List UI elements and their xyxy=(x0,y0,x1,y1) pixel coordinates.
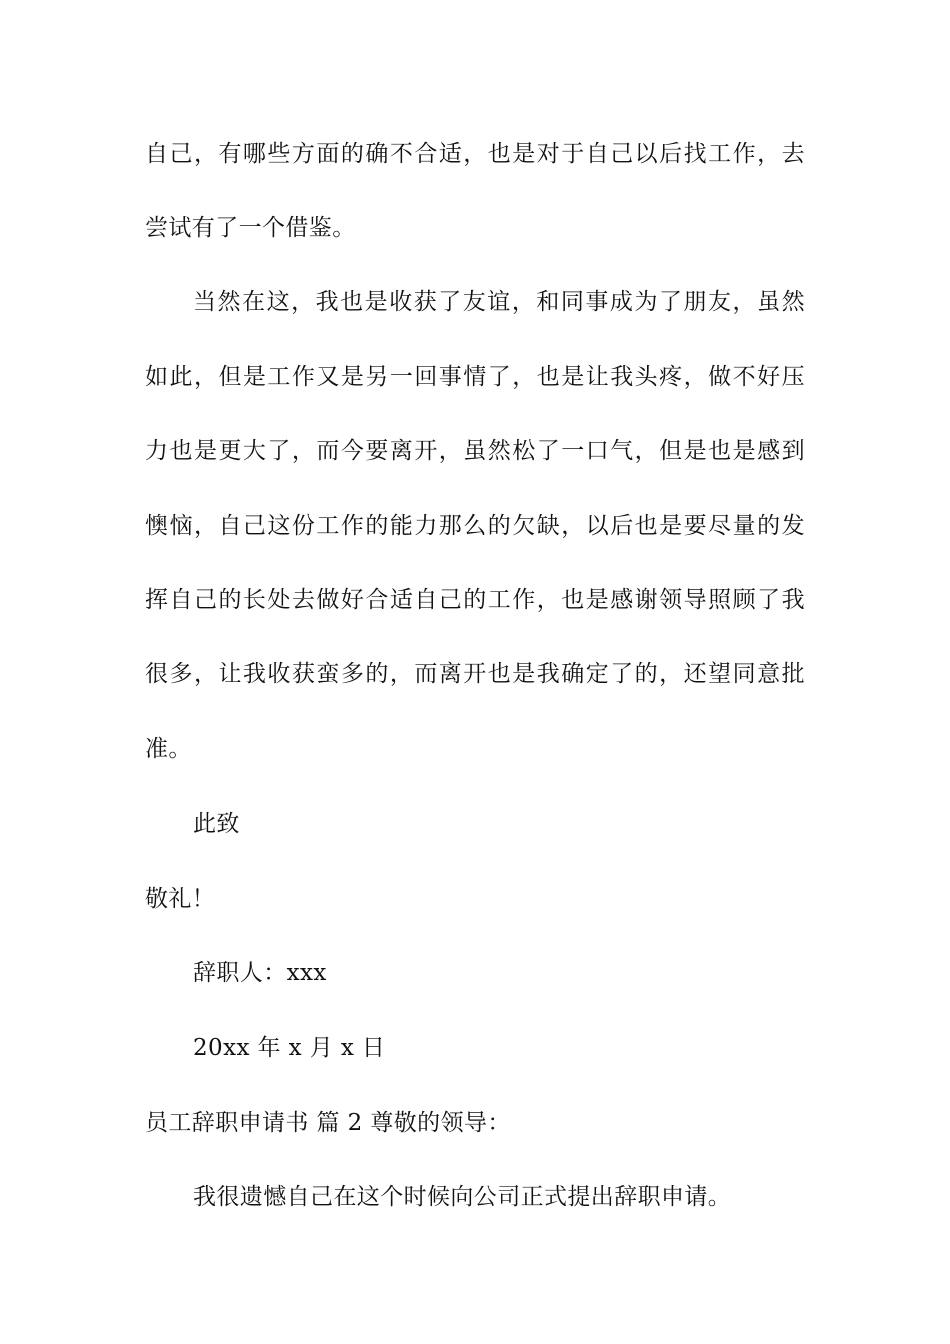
paragraph-line: 挥自己的长处去做好合适自己的工作，也是感谢领导照顾了我 xyxy=(145,587,805,613)
closing-salutation: 此致 xyxy=(193,811,240,837)
paragraph-line: 如此，但是工作又是另一回事情了，也是让我头疼，做不好压 xyxy=(145,364,805,390)
paragraph-line: 当然在这，我也是收获了友谊，和同事成为了朋友，虽然 xyxy=(193,289,805,315)
paragraph-line: 很多，让我收获蛮多的，而离开也是我确定了的，还望同意批 xyxy=(145,661,805,687)
paragraph-line: 自己，有哪些方面的确不合适，也是对于自己以后找工作，去 xyxy=(145,141,805,167)
closing-regards: 敬礼！ xyxy=(145,886,216,912)
section-heading: 员工辞职申请书 篇 2 尊敬的领导： xyxy=(145,1110,511,1136)
signature-line: 辞职人：xxx xyxy=(193,960,327,986)
paragraph-line: 尝试有了一个借鉴。 xyxy=(145,215,356,241)
paragraph-line: 我很遗憾自己在这个时候向公司正式提出辞职申请。 xyxy=(193,1184,732,1210)
paragraph-line: 力也是更大了，而今要离开，虽然松了一口气，但是也是感到 xyxy=(145,438,805,464)
date-line: 20xx 年 x 月 x 日 xyxy=(193,1035,386,1061)
paragraph-line: 准。 xyxy=(145,736,192,762)
paragraph-line: 懊恼，自己这份工作的能力那么的欠缺，以后也是要尽量的发 xyxy=(145,513,805,539)
